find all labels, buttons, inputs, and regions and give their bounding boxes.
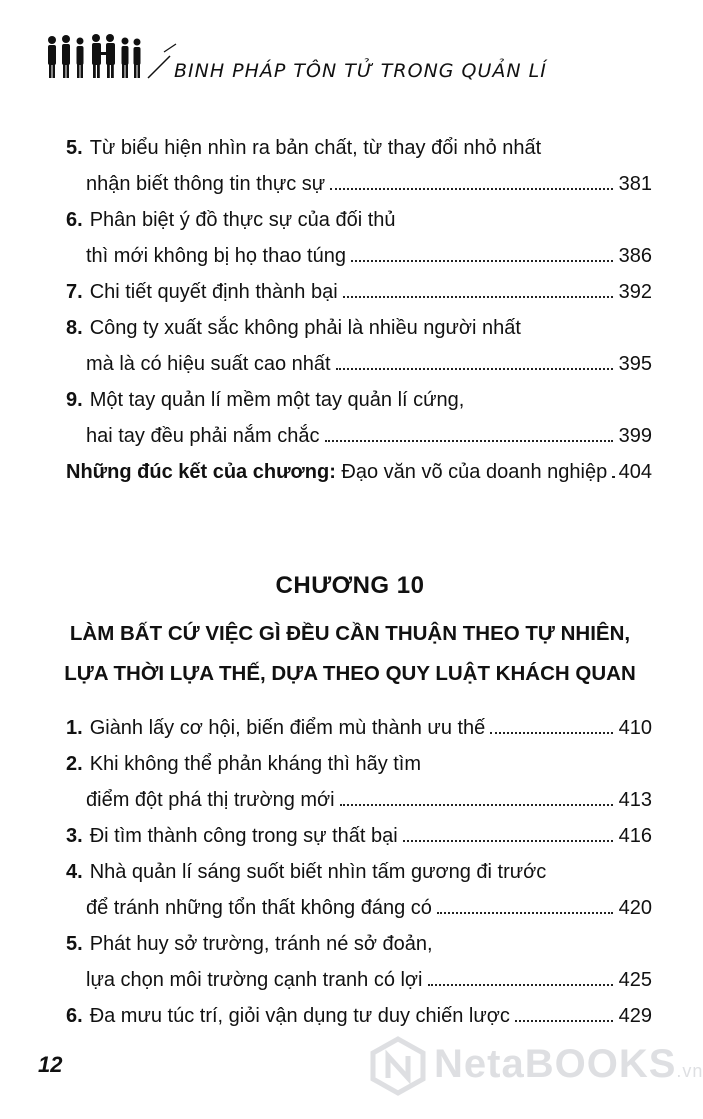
toc-entry-number: 7. — [66, 281, 83, 303]
toc-entry-title: Công ty xuất sắc không phải là nhiều người nhất — [89, 317, 521, 339]
toc-entry[interactable] — [66, 920, 652, 992]
chapter-heading: CHƯƠNG 10 — [275, 572, 425, 599]
watermark — [368, 1030, 703, 1100]
toc-entry-title: Đa mưu túc trí, giỏi vận dụng tư duy chiến lược — [89, 1005, 510, 1027]
toc-entry-title: Chi tiết quyết định thành bại — [89, 281, 338, 303]
toc-entry-title: Nhà quản lí sáng suốt biết nhìn tấm gương đi trước — [89, 861, 547, 883]
toc-entry-title-cont: điểm đột phá thị trường mới — [86, 789, 335, 811]
chapter-title-line2: LỰA THỜI LỰA THẾ, DỰA THEO QUY LUẬT KHÁCH QUAN — [64, 662, 636, 685]
toc-entry-number: 1. — [66, 717, 83, 739]
watermark-suffix: .vn — [676, 1061, 703, 1081]
toc-entry-title: Phát huy sở trường, tránh né sở đoản, — [89, 933, 433, 955]
dot-leader — [612, 475, 613, 478]
dot-leader — [403, 839, 613, 842]
toc-entry[interactable] — [66, 268, 652, 304]
dot-leader — [490, 731, 613, 734]
toc-entry-page: 425 — [618, 969, 652, 991]
toc-entry-title: Một tay quản lí mềm một tay quản lí cứng, — [89, 389, 465, 411]
toc-entry-title-cont: lựa chọn môi trường cạnh tranh có lợi — [86, 969, 423, 991]
netabooks-logo-icon — [368, 1036, 428, 1096]
toc-entry-title-cont: để tránh những tổn thất không đáng có — [86, 897, 432, 919]
watermark-brand: NetaBOOKS — [434, 1042, 677, 1086]
toc-entry[interactable] — [66, 848, 652, 920]
toc-entry-title-cont: hai tay đều phải nắm chắc — [86, 425, 320, 447]
toc-entry-number: 5. — [66, 933, 83, 955]
summary-label-bold: Những đúc kết của chương: — [66, 461, 336, 483]
toc-entry-title-cont: mà là có hiệu suất cao nhất — [86, 353, 331, 375]
running-header-title: BINH PHÁP TÔN TỬ TRONG QUẢN LÍ — [174, 60, 547, 82]
toc-entry[interactable] — [66, 124, 652, 196]
toc-entry[interactable] — [66, 304, 652, 376]
toc-entry[interactable] — [66, 376, 652, 448]
toc-entry-page: 413 — [618, 789, 652, 811]
dot-leader — [343, 295, 613, 298]
toc-entry[interactable] — [66, 740, 652, 812]
dot-leader — [351, 259, 613, 262]
chapter-title-line1: LÀM BẤT CỨ VIỆC GÌ ĐỀU CẦN THUẬN THEO TỰ NHIÊN, — [69, 622, 631, 645]
dot-leader — [340, 803, 613, 806]
toc-entry-page: 399 — [618, 425, 652, 447]
toc-entry-number: 6. — [66, 1005, 83, 1027]
toc-entry-number: 8. — [66, 317, 83, 339]
running-header — [44, 30, 664, 90]
toc-entry-page: 395 — [618, 353, 652, 375]
toc-entry-number: 6. — [66, 209, 83, 231]
toc-entry-title: Từ biểu hiện nhìn ra bản chất, từ thay đổi nhỏ nhất — [89, 137, 542, 159]
toc-entry-page: 392 — [618, 281, 652, 303]
watermark-text — [434, 1042, 703, 1087]
dot-leader — [428, 983, 614, 986]
summary-label-text: Đạo văn võ của doanh nghiệp — [335, 461, 608, 483]
toc-entry-page: 416 — [618, 825, 652, 847]
dot-leader — [325, 439, 614, 442]
toc-entry-number: 9. — [66, 389, 83, 411]
dot-leader — [515, 1019, 613, 1022]
toc-entry-number: 5. — [66, 137, 83, 159]
business-people-silhouettes-icon — [44, 30, 184, 80]
toc-entry-page: 429 — [618, 1005, 652, 1027]
toc-entry-page: 381 — [618, 173, 652, 195]
toc-entry-page: 420 — [618, 897, 652, 919]
toc-entry-title: Phân biệt ý đồ thực sự của đối thủ — [89, 209, 396, 231]
toc-chapter-summary[interactable] — [66, 448, 652, 484]
summary-label — [66, 460, 607, 484]
toc-entry-title: Đi tìm thành công trong sự thất bại — [89, 825, 398, 847]
toc-entry-number: 2. — [66, 753, 83, 775]
toc-entry[interactable] — [66, 704, 652, 740]
toc-list-top — [66, 124, 652, 484]
dot-leader — [437, 911, 613, 914]
toc-list-bottom — [66, 704, 652, 1028]
toc-entry[interactable] — [66, 992, 652, 1028]
toc-entry-number: 3. — [66, 825, 83, 847]
page-number: 12 — [38, 1052, 63, 1077]
toc-entry-title: Giành lấy cơ hội, biến điểm mù thành ưu thế — [89, 717, 486, 739]
toc-entry-title-cont: nhận biết thông tin thực sự — [86, 173, 326, 195]
toc-entry-number: 4. — [66, 861, 83, 883]
toc-entry-title-cont: thì mới không bị họ thao túng — [86, 245, 346, 267]
dot-leader — [330, 187, 613, 190]
toc-entry-page: 404 — [618, 461, 652, 483]
toc-entry[interactable] — [66, 196, 652, 268]
toc-entry[interactable] — [66, 812, 652, 848]
toc-entry-title: Khi không thể phản kháng thì hãy tìm — [89, 753, 422, 775]
dot-leader — [336, 367, 613, 370]
toc-entry-page: 410 — [618, 717, 652, 739]
toc-entry-page: 386 — [618, 245, 652, 267]
